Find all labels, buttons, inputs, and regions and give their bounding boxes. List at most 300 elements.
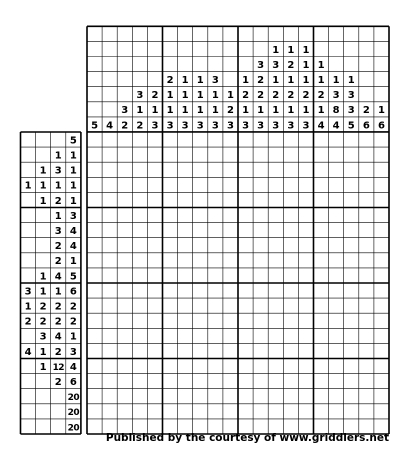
puzzle-cell[interactable] xyxy=(147,313,162,328)
puzzle-cell[interactable] xyxy=(223,162,238,177)
puzzle-cell[interactable] xyxy=(147,238,162,253)
puzzle-cell[interactable] xyxy=(132,298,147,313)
puzzle-cell[interactable] xyxy=(268,162,283,177)
puzzle-cell[interactable] xyxy=(238,389,253,404)
puzzle-cell[interactable] xyxy=(253,374,268,389)
puzzle-cell[interactable] xyxy=(223,389,238,404)
puzzle-cell[interactable] xyxy=(298,389,313,404)
puzzle-cell[interactable] xyxy=(344,268,359,283)
puzzle-cell[interactable] xyxy=(193,192,208,207)
puzzle-cell[interactable] xyxy=(147,389,162,404)
puzzle-cell[interactable] xyxy=(102,374,117,389)
puzzle-cell[interactable] xyxy=(329,192,344,207)
puzzle-cell[interactable] xyxy=(329,313,344,328)
puzzle-cell[interactable] xyxy=(147,223,162,238)
puzzle-cell[interactable] xyxy=(102,223,117,238)
puzzle-cell[interactable] xyxy=(178,132,193,147)
puzzle-cell[interactable] xyxy=(102,192,117,207)
puzzle-cell[interactable] xyxy=(147,162,162,177)
puzzle-cell[interactable] xyxy=(344,404,359,419)
puzzle-cell[interactable] xyxy=(147,177,162,192)
puzzle-cell[interactable] xyxy=(223,298,238,313)
puzzle-cell[interactable] xyxy=(329,238,344,253)
puzzle-cell[interactable] xyxy=(117,343,132,358)
puzzle-cell[interactable] xyxy=(344,313,359,328)
puzzle-cell[interactable] xyxy=(223,359,238,374)
puzzle-cell[interactable] xyxy=(208,404,223,419)
puzzle-cell[interactable] xyxy=(314,208,329,223)
puzzle-cell[interactable] xyxy=(208,192,223,207)
puzzle-cell[interactable] xyxy=(344,298,359,313)
puzzle-cell[interactable] xyxy=(147,268,162,283)
puzzle-cell[interactable] xyxy=(163,313,178,328)
puzzle-cell[interactable] xyxy=(253,389,268,404)
puzzle-cell[interactable] xyxy=(268,298,283,313)
puzzle-cell[interactable] xyxy=(163,389,178,404)
puzzle-cell[interactable] xyxy=(298,359,313,374)
puzzle-cell[interactable] xyxy=(223,313,238,328)
puzzle-cell[interactable] xyxy=(132,208,147,223)
puzzle-cell[interactable] xyxy=(193,223,208,238)
puzzle-cell[interactable] xyxy=(329,404,344,419)
puzzle-cell[interactable] xyxy=(87,177,102,192)
puzzle-cell[interactable] xyxy=(298,162,313,177)
puzzle-cell[interactable] xyxy=(283,343,298,358)
puzzle-cell[interactable] xyxy=(223,283,238,298)
puzzle-cell[interactable] xyxy=(268,132,283,147)
puzzle-cell[interactable] xyxy=(193,132,208,147)
puzzle-cell[interactable] xyxy=(359,223,374,238)
puzzle-cell[interactable] xyxy=(329,359,344,374)
puzzle-cell[interactable] xyxy=(117,404,132,419)
puzzle-cell[interactable] xyxy=(223,268,238,283)
puzzle-cell[interactable] xyxy=(223,192,238,207)
puzzle-cell[interactable] xyxy=(298,253,313,268)
puzzle-cell[interactable] xyxy=(359,253,374,268)
puzzle-cell[interactable] xyxy=(329,298,344,313)
puzzle-cell[interactable] xyxy=(283,313,298,328)
puzzle-cell[interactable] xyxy=(268,343,283,358)
puzzle-cell[interactable] xyxy=(238,253,253,268)
puzzle-cell[interactable] xyxy=(223,343,238,358)
puzzle-cell[interactable] xyxy=(253,359,268,374)
puzzle-cell[interactable] xyxy=(132,268,147,283)
puzzle-cell[interactable] xyxy=(132,147,147,162)
puzzle-cell[interactable] xyxy=(117,192,132,207)
puzzle-cell[interactable] xyxy=(223,223,238,238)
puzzle-cell[interactable] xyxy=(283,359,298,374)
puzzle-cell[interactable] xyxy=(253,283,268,298)
puzzle-cell[interactable] xyxy=(178,283,193,298)
puzzle-cell[interactable] xyxy=(147,343,162,358)
puzzle-cell[interactable] xyxy=(329,223,344,238)
puzzle-cell[interactable] xyxy=(268,283,283,298)
puzzle-cell[interactable] xyxy=(268,404,283,419)
puzzle-cell[interactable] xyxy=(223,177,238,192)
puzzle-cell[interactable] xyxy=(102,328,117,343)
puzzle-cell[interactable] xyxy=(374,177,389,192)
puzzle-cell[interactable] xyxy=(359,268,374,283)
puzzle-cell[interactable] xyxy=(87,268,102,283)
puzzle-cell[interactable] xyxy=(359,389,374,404)
puzzle-cell[interactable] xyxy=(163,328,178,343)
puzzle-cell[interactable] xyxy=(314,283,329,298)
puzzle-cell[interactable] xyxy=(117,298,132,313)
puzzle-cell[interactable] xyxy=(344,283,359,298)
puzzle-cell[interactable] xyxy=(117,147,132,162)
puzzle-cell[interactable] xyxy=(208,328,223,343)
puzzle-cell[interactable] xyxy=(87,313,102,328)
puzzle-cell[interactable] xyxy=(238,298,253,313)
puzzle-cell[interactable] xyxy=(298,238,313,253)
puzzle-cell[interactable] xyxy=(147,374,162,389)
puzzle-cell[interactable] xyxy=(238,162,253,177)
puzzle-cell[interactable] xyxy=(359,147,374,162)
puzzle-cell[interactable] xyxy=(359,343,374,358)
puzzle-cell[interactable] xyxy=(147,404,162,419)
puzzle-cell[interactable] xyxy=(87,132,102,147)
puzzle-cell[interactable] xyxy=(208,238,223,253)
puzzle-cell[interactable] xyxy=(329,147,344,162)
puzzle-cell[interactable] xyxy=(374,328,389,343)
puzzle-cell[interactable] xyxy=(359,374,374,389)
puzzle-cell[interactable] xyxy=(178,223,193,238)
puzzle-cell[interactable] xyxy=(283,374,298,389)
puzzle-cell[interactable] xyxy=(298,283,313,298)
puzzle-cell[interactable] xyxy=(238,343,253,358)
puzzle-cell[interactable] xyxy=(283,298,298,313)
puzzle-cell[interactable] xyxy=(314,162,329,177)
puzzle-cell[interactable] xyxy=(132,253,147,268)
puzzle-cell[interactable] xyxy=(253,132,268,147)
puzzle-cell[interactable] xyxy=(314,177,329,192)
puzzle-cell[interactable] xyxy=(163,268,178,283)
puzzle-cell[interactable] xyxy=(283,389,298,404)
puzzle-cell[interactable] xyxy=(359,328,374,343)
puzzle-cell[interactable] xyxy=(163,374,178,389)
puzzle-cell[interactable] xyxy=(117,359,132,374)
puzzle-cell[interactable] xyxy=(132,177,147,192)
puzzle-cell[interactable] xyxy=(253,404,268,419)
puzzle-cell[interactable] xyxy=(87,343,102,358)
puzzle-cell[interactable] xyxy=(359,359,374,374)
puzzle-cell[interactable] xyxy=(359,298,374,313)
puzzle-cell[interactable] xyxy=(374,313,389,328)
puzzle-cell[interactable] xyxy=(178,208,193,223)
puzzle-cell[interactable] xyxy=(283,404,298,419)
puzzle-cell[interactable] xyxy=(163,298,178,313)
puzzle-cell[interactable] xyxy=(283,177,298,192)
puzzle-cell[interactable] xyxy=(314,238,329,253)
puzzle-cell[interactable] xyxy=(223,238,238,253)
puzzle-cell[interactable] xyxy=(147,328,162,343)
puzzle-cell[interactable] xyxy=(298,132,313,147)
puzzle-cell[interactable] xyxy=(283,238,298,253)
puzzle-cell[interactable] xyxy=(102,162,117,177)
puzzle-cell[interactable] xyxy=(314,404,329,419)
puzzle-cell[interactable] xyxy=(238,177,253,192)
puzzle-cell[interactable] xyxy=(374,343,389,358)
puzzle-cell[interactable] xyxy=(283,328,298,343)
puzzle-cell[interactable] xyxy=(102,132,117,147)
puzzle-cell[interactable] xyxy=(178,298,193,313)
puzzle-cell[interactable] xyxy=(359,404,374,419)
puzzle-cell[interactable] xyxy=(208,132,223,147)
puzzle-cell[interactable] xyxy=(374,298,389,313)
puzzle-cell[interactable] xyxy=(208,162,223,177)
puzzle-cell[interactable] xyxy=(208,283,223,298)
puzzle-cell[interactable] xyxy=(374,268,389,283)
puzzle-cell[interactable] xyxy=(87,238,102,253)
puzzle-cell[interactable] xyxy=(238,208,253,223)
puzzle-cell[interactable] xyxy=(329,177,344,192)
puzzle-cell[interactable] xyxy=(193,177,208,192)
puzzle-cell[interactable] xyxy=(253,177,268,192)
puzzle-cell[interactable] xyxy=(283,223,298,238)
puzzle-cell[interactable] xyxy=(132,223,147,238)
puzzle-cell[interactable] xyxy=(87,374,102,389)
puzzle-cell[interactable] xyxy=(344,132,359,147)
puzzle-cell[interactable] xyxy=(193,147,208,162)
puzzle-cell[interactable] xyxy=(374,389,389,404)
puzzle-cell[interactable] xyxy=(102,177,117,192)
puzzle-cell[interactable] xyxy=(344,223,359,238)
puzzle-cell[interactable] xyxy=(208,147,223,162)
puzzle-cell[interactable] xyxy=(163,404,178,419)
puzzle-cell[interactable] xyxy=(193,374,208,389)
puzzle-cell[interactable] xyxy=(374,223,389,238)
puzzle-cell[interactable] xyxy=(87,359,102,374)
puzzle-cell[interactable] xyxy=(253,223,268,238)
puzzle-cell[interactable] xyxy=(374,238,389,253)
puzzle-cell[interactable] xyxy=(208,343,223,358)
puzzle-cell[interactable] xyxy=(193,162,208,177)
puzzle-cell[interactable] xyxy=(238,132,253,147)
puzzle-cell[interactable] xyxy=(238,283,253,298)
puzzle-cell[interactable] xyxy=(283,147,298,162)
puzzle-cell[interactable] xyxy=(268,374,283,389)
puzzle-cell[interactable] xyxy=(329,374,344,389)
puzzle-cell[interactable] xyxy=(147,298,162,313)
puzzle-cell[interactable] xyxy=(163,132,178,147)
puzzle-cell[interactable] xyxy=(132,389,147,404)
puzzle-cell[interactable] xyxy=(298,404,313,419)
puzzle-cell[interactable] xyxy=(132,374,147,389)
puzzle-cell[interactable] xyxy=(117,313,132,328)
puzzle-cell[interactable] xyxy=(102,283,117,298)
puzzle-cell[interactable] xyxy=(314,192,329,207)
puzzle-cell[interactable] xyxy=(329,132,344,147)
puzzle-cell[interactable] xyxy=(268,328,283,343)
puzzle-cell[interactable] xyxy=(178,238,193,253)
puzzle-cell[interactable] xyxy=(359,208,374,223)
puzzle-cell[interactable] xyxy=(359,313,374,328)
puzzle-cell[interactable] xyxy=(359,192,374,207)
puzzle-cell[interactable] xyxy=(314,268,329,283)
puzzle-cell[interactable] xyxy=(238,404,253,419)
puzzle-cell[interactable] xyxy=(163,343,178,358)
puzzle-cell[interactable] xyxy=(178,162,193,177)
puzzle-cell[interactable] xyxy=(298,343,313,358)
puzzle-cell[interactable] xyxy=(178,313,193,328)
puzzle-cell[interactable] xyxy=(298,177,313,192)
puzzle-cell[interactable] xyxy=(208,374,223,389)
puzzle-cell[interactable] xyxy=(102,298,117,313)
puzzle-cell[interactable] xyxy=(87,389,102,404)
puzzle-cell[interactable] xyxy=(223,147,238,162)
puzzle-cell[interactable] xyxy=(314,298,329,313)
puzzle-cell[interactable] xyxy=(374,192,389,207)
puzzle-cell[interactable] xyxy=(163,162,178,177)
puzzle-cell[interactable] xyxy=(253,192,268,207)
puzzle-cell[interactable] xyxy=(193,359,208,374)
puzzle-cell[interactable] xyxy=(102,359,117,374)
puzzle-cell[interactable] xyxy=(374,253,389,268)
puzzle-cell[interactable] xyxy=(314,374,329,389)
puzzle-cell[interactable] xyxy=(298,374,313,389)
puzzle-cell[interactable] xyxy=(208,389,223,404)
puzzle-cell[interactable] xyxy=(147,253,162,268)
puzzle-cell[interactable] xyxy=(163,359,178,374)
puzzle-cell[interactable] xyxy=(253,328,268,343)
puzzle-cell[interactable] xyxy=(132,132,147,147)
puzzle-cell[interactable] xyxy=(314,389,329,404)
puzzle-cell[interactable] xyxy=(329,328,344,343)
puzzle-cell[interactable] xyxy=(193,328,208,343)
puzzle-cell[interactable] xyxy=(102,238,117,253)
puzzle-cell[interactable] xyxy=(268,177,283,192)
puzzle-cell[interactable] xyxy=(283,208,298,223)
puzzle-cell[interactable] xyxy=(238,268,253,283)
puzzle-cell[interactable] xyxy=(208,177,223,192)
puzzle-cell[interactable] xyxy=(268,268,283,283)
puzzle-cell[interactable] xyxy=(268,359,283,374)
puzzle-cell[interactable] xyxy=(314,147,329,162)
puzzle-cell[interactable] xyxy=(374,283,389,298)
puzzle-cell[interactable] xyxy=(283,268,298,283)
puzzle-cell[interactable] xyxy=(193,253,208,268)
puzzle-cell[interactable] xyxy=(344,208,359,223)
puzzle-cell[interactable] xyxy=(193,208,208,223)
puzzle-cell[interactable] xyxy=(344,328,359,343)
puzzle-cell[interactable] xyxy=(344,162,359,177)
puzzle-cell[interactable] xyxy=(102,313,117,328)
puzzle-cell[interactable] xyxy=(193,313,208,328)
puzzle-cell[interactable] xyxy=(253,147,268,162)
puzzle-cell[interactable] xyxy=(268,238,283,253)
puzzle-cell[interactable] xyxy=(298,208,313,223)
puzzle-cell[interactable] xyxy=(208,223,223,238)
puzzle-cell[interactable] xyxy=(344,343,359,358)
puzzle-cell[interactable] xyxy=(223,208,238,223)
puzzle-cell[interactable] xyxy=(314,359,329,374)
puzzle-cell[interactable] xyxy=(163,223,178,238)
puzzle-cell[interactable] xyxy=(374,162,389,177)
puzzle-cell[interactable] xyxy=(268,223,283,238)
puzzle-cell[interactable] xyxy=(102,343,117,358)
puzzle-cell[interactable] xyxy=(314,328,329,343)
puzzle-cell[interactable] xyxy=(359,132,374,147)
puzzle-cell[interactable] xyxy=(283,253,298,268)
puzzle-cell[interactable] xyxy=(102,404,117,419)
puzzle-cell[interactable] xyxy=(238,359,253,374)
puzzle-cell[interactable] xyxy=(314,223,329,238)
puzzle-cell[interactable] xyxy=(238,328,253,343)
puzzle-cell[interactable] xyxy=(359,238,374,253)
puzzle-cell[interactable] xyxy=(117,132,132,147)
puzzle-cell[interactable] xyxy=(268,253,283,268)
puzzle-cell[interactable] xyxy=(283,283,298,298)
puzzle-cell[interactable] xyxy=(163,283,178,298)
puzzle-cell[interactable] xyxy=(359,177,374,192)
puzzle-cell[interactable] xyxy=(102,268,117,283)
puzzle-cell[interactable] xyxy=(178,268,193,283)
puzzle-cell[interactable] xyxy=(329,283,344,298)
puzzle-cell[interactable] xyxy=(253,208,268,223)
puzzle-cell[interactable] xyxy=(102,147,117,162)
puzzle-cell[interactable] xyxy=(117,374,132,389)
puzzle-cell[interactable] xyxy=(87,192,102,207)
puzzle-cell[interactable] xyxy=(178,359,193,374)
puzzle-cell[interactable] xyxy=(329,268,344,283)
puzzle-cell[interactable] xyxy=(344,253,359,268)
puzzle-cell[interactable] xyxy=(238,238,253,253)
puzzle-cell[interactable] xyxy=(208,313,223,328)
puzzle-cell[interactable] xyxy=(329,253,344,268)
puzzle-cell[interactable] xyxy=(163,238,178,253)
puzzle-cell[interactable] xyxy=(178,328,193,343)
puzzle-cell[interactable] xyxy=(374,404,389,419)
puzzle-cell[interactable] xyxy=(178,253,193,268)
puzzle-cell[interactable] xyxy=(283,132,298,147)
puzzle-cell[interactable] xyxy=(298,298,313,313)
puzzle-cell[interactable] xyxy=(87,283,102,298)
puzzle-cell[interactable] xyxy=(87,404,102,419)
puzzle-cell[interactable] xyxy=(163,208,178,223)
puzzle-cell[interactable] xyxy=(253,268,268,283)
puzzle-cell[interactable] xyxy=(178,389,193,404)
puzzle-cell[interactable] xyxy=(344,147,359,162)
puzzle-cell[interactable] xyxy=(132,328,147,343)
puzzle-cell[interactable] xyxy=(102,208,117,223)
puzzle-cell[interactable] xyxy=(193,238,208,253)
puzzle-cell[interactable] xyxy=(329,162,344,177)
puzzle-cell[interactable] xyxy=(223,404,238,419)
puzzle-cell[interactable] xyxy=(374,132,389,147)
puzzle-cell[interactable] xyxy=(117,223,132,238)
puzzle-cell[interactable] xyxy=(314,343,329,358)
puzzle-cell[interactable] xyxy=(253,343,268,358)
puzzle-cell[interactable] xyxy=(374,147,389,162)
puzzle-cell[interactable] xyxy=(117,162,132,177)
puzzle-cell[interactable] xyxy=(178,374,193,389)
puzzle-cell[interactable] xyxy=(298,268,313,283)
puzzle-cell[interactable] xyxy=(223,328,238,343)
puzzle-cell[interactable] xyxy=(208,268,223,283)
puzzle-cell[interactable] xyxy=(344,177,359,192)
puzzle-cell[interactable] xyxy=(238,192,253,207)
puzzle-cell[interactable] xyxy=(193,343,208,358)
puzzle-cell[interactable] xyxy=(163,253,178,268)
puzzle-cell[interactable] xyxy=(132,238,147,253)
puzzle-cell[interactable] xyxy=(193,283,208,298)
puzzle-cell[interactable] xyxy=(163,177,178,192)
puzzle-cell[interactable] xyxy=(117,238,132,253)
puzzle-cell[interactable] xyxy=(268,192,283,207)
puzzle-cell[interactable] xyxy=(117,177,132,192)
puzzle-cell[interactable] xyxy=(298,328,313,343)
puzzle-cell[interactable] xyxy=(359,162,374,177)
